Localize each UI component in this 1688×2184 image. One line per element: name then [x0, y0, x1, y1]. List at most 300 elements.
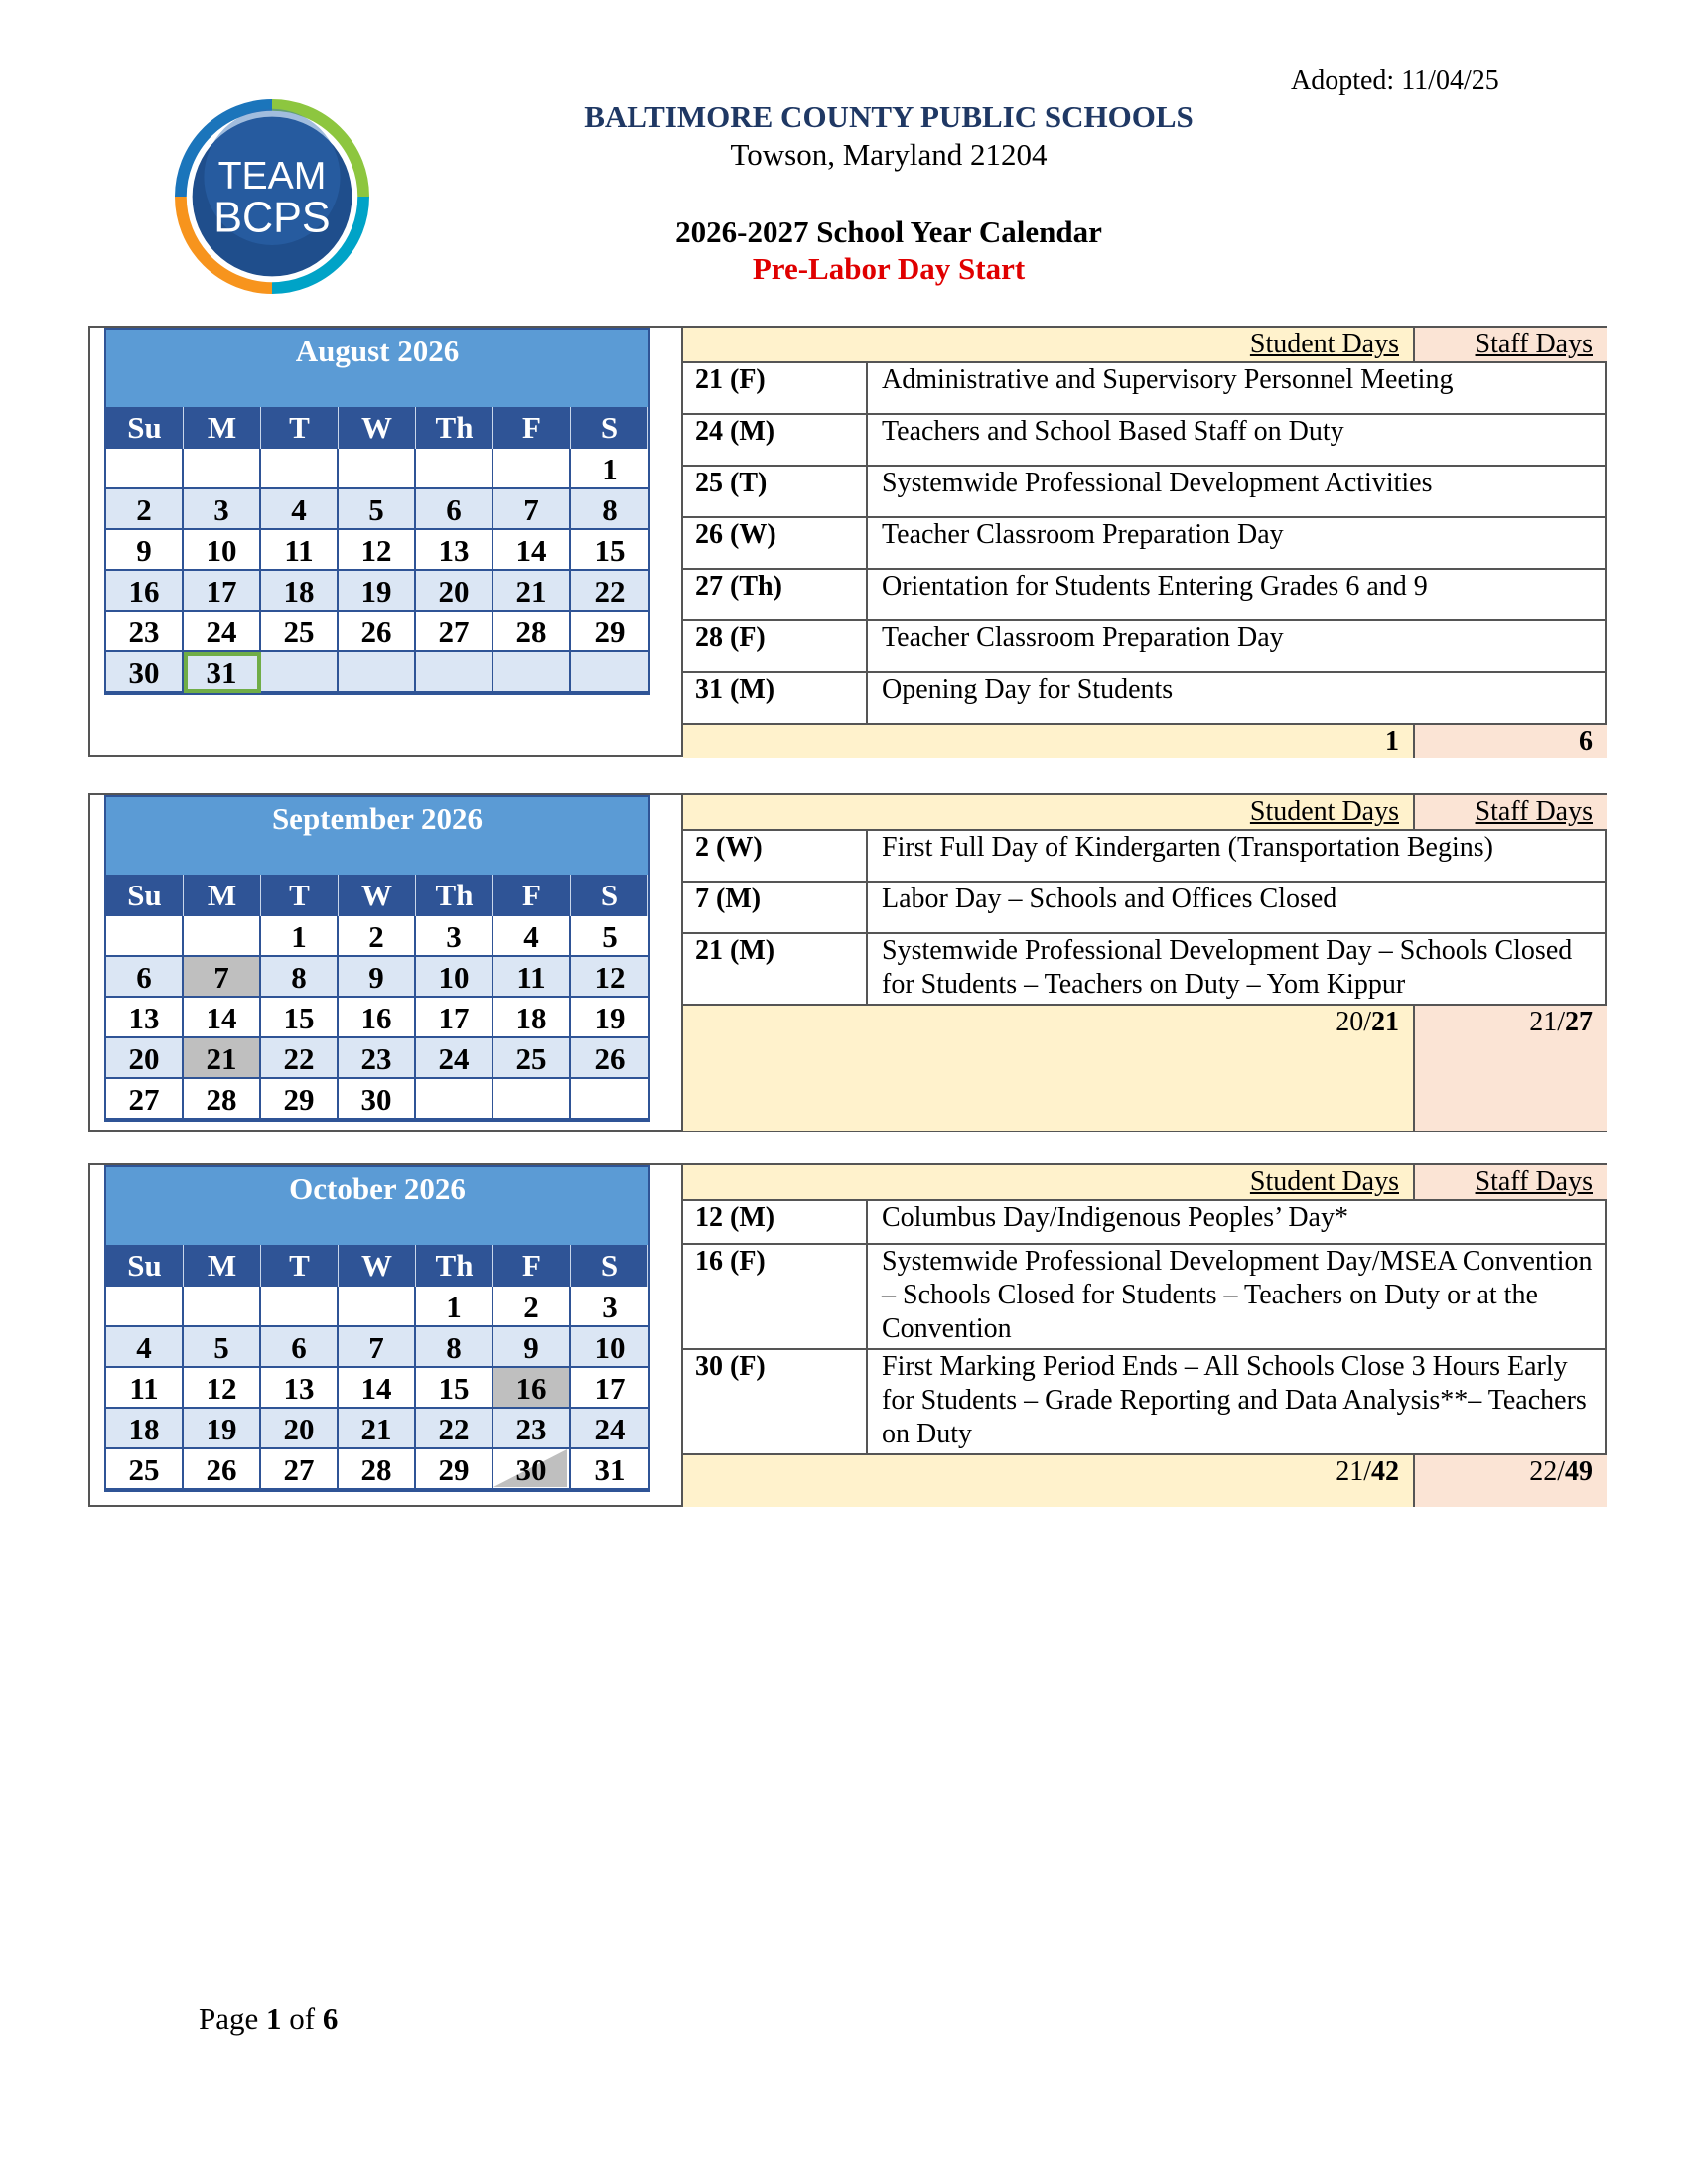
- weekday-header: F: [493, 1245, 571, 1287]
- day-number: 18: [283, 574, 315, 609]
- day-number: 26: [594, 1041, 626, 1076]
- calendar-day-empty: [416, 449, 493, 489]
- day-totals: [683, 1006, 1607, 1131]
- calendar-grid: [106, 1245, 648, 1490]
- day-number: 21: [206, 1041, 237, 1076]
- day-number: 12: [360, 533, 392, 568]
- month-calendar: [104, 328, 650, 695]
- logo-line1: TEAM: [217, 155, 327, 199]
- day-number: 13: [283, 1371, 315, 1406]
- event-description: Columbus Day/Indigenous Peoples’ Day*: [882, 1202, 1348, 1233]
- footer-total: 6: [322, 2001, 339, 2036]
- calendar-day: [571, 1287, 648, 1327]
- day-number: 10: [594, 1330, 626, 1365]
- calendar-day: [571, 1368, 648, 1409]
- day-number: 27: [438, 614, 470, 649]
- day-number: 22: [594, 574, 626, 609]
- weekday-header: S: [571, 1245, 648, 1287]
- month-block: [88, 326, 1607, 757]
- event-row: [683, 1245, 1607, 1350]
- day-number: 30: [128, 655, 160, 690]
- day-number: 30: [515, 1452, 547, 1487]
- day-number: 18: [128, 1412, 160, 1446]
- day-number: 8: [291, 960, 307, 995]
- day-number: 16: [360, 1001, 392, 1035]
- event-description: Teacher Classroom Preparation Day: [882, 519, 1284, 550]
- calendar-day: [571, 449, 648, 489]
- day-number: 12: [594, 960, 626, 995]
- calendar-day-empty: [261, 1287, 339, 1327]
- month-calendar: [104, 795, 650, 1122]
- day-totals: [683, 1455, 1607, 1507]
- calendar-day-empty: [339, 449, 416, 489]
- day-number: 19: [360, 574, 392, 609]
- day-number: 15: [594, 533, 626, 568]
- staff-days-cumulative: 49: [1565, 1456, 1593, 1487]
- event-date: 16 (F): [683, 1245, 868, 1348]
- event-description: Administrative and Supervisory Personnel Meeting: [882, 364, 1454, 395]
- calendar-day: [493, 571, 571, 612]
- calendar-day-empty: [184, 449, 261, 489]
- day-number: 25: [515, 1041, 547, 1076]
- adopted-date: Adopted: 11/04/25: [1291, 66, 1499, 96]
- calendar-day: [261, 957, 339, 998]
- event-row: [683, 467, 1607, 518]
- day-number: 22: [283, 1041, 315, 1076]
- calendar-day: [339, 1038, 416, 1079]
- day-number: 16: [515, 1371, 547, 1406]
- calendar-grid: [106, 875, 648, 1120]
- weekday-header: T: [261, 407, 339, 449]
- calendar-day: [416, 1327, 493, 1368]
- day-number: 13: [438, 533, 470, 568]
- weekday-header: Su: [106, 1245, 184, 1287]
- calendar-day: [493, 1327, 571, 1368]
- day-number: 5: [213, 1330, 229, 1365]
- day-number: 6: [291, 1330, 307, 1365]
- day-number: 8: [602, 492, 618, 527]
- day-number: 29: [438, 1452, 470, 1487]
- event-date: 7 (M): [683, 883, 868, 932]
- student-days-total: [683, 725, 1415, 758]
- weekday-header: T: [261, 875, 339, 916]
- student-days-cumulative: 21: [1371, 1007, 1399, 1037]
- calendar-day: [571, 916, 648, 957]
- calendar-day: [416, 1449, 493, 1490]
- weekday-header: W: [339, 407, 416, 449]
- calendar-day-empty: [184, 916, 261, 957]
- month-title: October 2026: [106, 1167, 648, 1245]
- calendar-day: [416, 1409, 493, 1449]
- calendar-day: [184, 612, 261, 652]
- calendar-day: [261, 1368, 339, 1409]
- school-city: Towson, Maryland 21204: [730, 137, 1048, 172]
- calendar-day: [184, 1327, 261, 1368]
- day-number: 23: [515, 1412, 547, 1446]
- day-number: 27: [283, 1452, 315, 1487]
- event-description: First Full Day of Kindergarten (Transportation Begins): [882, 832, 1493, 863]
- day-number: 4: [136, 1330, 152, 1365]
- weekday-header: M: [184, 407, 261, 449]
- day-number: 12: [206, 1371, 237, 1406]
- day-number: 31: [594, 1452, 626, 1487]
- calendar-day-empty: [493, 1079, 571, 1120]
- day-number: 1: [291, 919, 307, 954]
- event-description: Teacher Classroom Preparation Day: [882, 622, 1284, 653]
- day-number: 3: [213, 492, 229, 527]
- calendar-day: [416, 489, 493, 530]
- day-number: 20: [283, 1412, 315, 1446]
- calendar-day: [493, 489, 571, 530]
- calendar-day: [493, 1287, 571, 1327]
- day-number: 27: [128, 1082, 160, 1117]
- day-number: 19: [594, 1001, 626, 1035]
- calendar-day: [184, 652, 261, 693]
- day-number: 26: [206, 1452, 237, 1487]
- day-number: 4: [291, 492, 307, 527]
- day-number: 24: [594, 1412, 626, 1446]
- calendar-day: [571, 957, 648, 998]
- weekday-header: W: [339, 875, 416, 916]
- calendar-day: [106, 1079, 184, 1120]
- day-number: 17: [438, 1001, 470, 1035]
- calendar-day: [261, 571, 339, 612]
- day-number: 20: [128, 1041, 160, 1076]
- calendar-day: [339, 998, 416, 1038]
- student-days-cumulative: 42: [1371, 1456, 1399, 1487]
- day-totals: [683, 725, 1607, 758]
- events-header: [683, 1165, 1607, 1201]
- page-footer: [199, 2001, 338, 2037]
- month-block: [88, 1163, 1607, 1507]
- student-days-total: [683, 1455, 1415, 1507]
- day-number: 8: [446, 1330, 462, 1365]
- weekday-header: M: [184, 1245, 261, 1287]
- day-number: 7: [213, 960, 229, 995]
- month-block: [88, 793, 1607, 1132]
- calendar-day: [261, 1038, 339, 1079]
- day-number: 15: [283, 1001, 315, 1035]
- day-number: 14: [515, 533, 547, 568]
- calendar-day-empty: [261, 652, 339, 693]
- logo-line2: BCPS: [213, 194, 331, 242]
- calendar-day: [106, 652, 184, 693]
- day-number: 6: [446, 492, 462, 527]
- day-number: 7: [368, 1330, 384, 1365]
- calendar-day: [106, 1409, 184, 1449]
- month-events: [681, 1165, 1607, 1505]
- calendar-day: [106, 998, 184, 1038]
- calendar-day-empty: [261, 449, 339, 489]
- event-row: [683, 363, 1607, 415]
- day-number: 24: [438, 1041, 470, 1076]
- calendar-day-empty: [106, 1287, 184, 1327]
- day-number: 9: [368, 960, 384, 995]
- calendar-day: [571, 1449, 648, 1490]
- day-number: 15: [438, 1371, 470, 1406]
- day-number: 4: [523, 919, 539, 954]
- event-description: Systemwide Professional Development Day/MSEA Convention – Schools Closed for Students – Teachers on Duty or at the Convention: [882, 1246, 1593, 1344]
- calendar-day: [339, 530, 416, 571]
- calendar-day: [184, 1038, 261, 1079]
- calendar-day-empty: [571, 652, 648, 693]
- calendar-day: [106, 1449, 184, 1490]
- staff-days-heading: Staff Days: [1415, 328, 1607, 361]
- calendar-day: [261, 916, 339, 957]
- day-number: 9: [523, 1330, 539, 1365]
- day-number: 3: [602, 1290, 618, 1324]
- calendar-day: [339, 1327, 416, 1368]
- day-number: 5: [368, 492, 384, 527]
- student-days-total: [683, 1006, 1415, 1131]
- day-number: 2: [136, 492, 152, 527]
- calendar-day-empty: [339, 652, 416, 693]
- student-days-month: 20/: [1336, 1007, 1371, 1037]
- footer-middle: of: [281, 2001, 323, 2036]
- event-description: Opening Day for Students: [882, 674, 1174, 705]
- day-number: 10: [206, 533, 237, 568]
- calendar-day: [571, 530, 648, 571]
- calendar-day: [106, 1368, 184, 1409]
- event-row: [683, 621, 1607, 673]
- calendar-day: [339, 1079, 416, 1120]
- calendar-day: [493, 1038, 571, 1079]
- calendar-day: [493, 957, 571, 998]
- calendar-day: [493, 612, 571, 652]
- event-date: 2 (W): [683, 831, 868, 881]
- calendar-day: [493, 998, 571, 1038]
- event-date: 26 (W): [683, 518, 868, 568]
- event-row: [683, 883, 1607, 934]
- weekday-header: Su: [106, 875, 184, 916]
- weekday-header: T: [261, 1245, 339, 1287]
- calendar-day: [416, 571, 493, 612]
- day-number: 23: [128, 614, 160, 649]
- day-number: 29: [283, 1082, 315, 1117]
- weekday-header: M: [184, 875, 261, 916]
- day-number: 11: [516, 960, 546, 995]
- day-number: 17: [594, 1371, 626, 1406]
- staff-days-heading: Staff Days: [1415, 1165, 1607, 1199]
- student-days-heading: Student Days: [683, 328, 1415, 361]
- calendar-day-empty: [184, 1287, 261, 1327]
- event-description: Systemwide Professional Development Day – Schools Closed for Students – Teachers on Duty – Yom Kippur: [882, 935, 1573, 1000]
- month-calendar: [104, 1165, 650, 1492]
- calendar-day: [184, 957, 261, 998]
- day-number: 13: [128, 1001, 160, 1035]
- student-days-heading: Student Days: [683, 1165, 1415, 1199]
- calendar-day: [106, 530, 184, 571]
- staff-days-total: [1415, 1006, 1607, 1131]
- calendar-day: [339, 1409, 416, 1449]
- calendar-day-empty: [339, 1287, 416, 1327]
- weekday-header: F: [493, 875, 571, 916]
- day-number: 1: [446, 1290, 462, 1324]
- day-number: 28: [515, 614, 547, 649]
- weekday-header: Th: [416, 875, 493, 916]
- calendar-day: [106, 1327, 184, 1368]
- calendar-day: [106, 612, 184, 652]
- day-number: 25: [283, 614, 315, 649]
- calendar-grid: [106, 407, 648, 693]
- staff-days-month: 21/: [1529, 1007, 1565, 1037]
- day-number: 3: [446, 919, 462, 954]
- calendar-subtitle: Pre-Labor Day Start: [752, 251, 1026, 286]
- footer-page: 1: [266, 2001, 282, 2036]
- weekday-header: S: [571, 407, 648, 449]
- day-number: 17: [206, 574, 237, 609]
- staff-days-heading: Staff Days: [1415, 795, 1607, 829]
- calendar-day-empty: [493, 449, 571, 489]
- calendar-day: [339, 489, 416, 530]
- events-header: [683, 795, 1607, 831]
- calendar-day: [261, 612, 339, 652]
- day-number: 21: [515, 574, 547, 609]
- calendar-day: [106, 571, 184, 612]
- weekday-header: S: [571, 875, 648, 916]
- calendar-day: [571, 1327, 648, 1368]
- event-date: 21 (M): [683, 934, 868, 1004]
- event-row: [683, 1350, 1607, 1455]
- team-bcps-logo: [175, 99, 369, 294]
- calendar-day: [416, 1368, 493, 1409]
- calendar-day: [261, 1409, 339, 1449]
- calendar-day: [184, 1409, 261, 1449]
- student-days-month: 21/: [1336, 1456, 1371, 1487]
- calendar-day: [184, 1449, 261, 1490]
- weekday-header: Th: [416, 1245, 493, 1287]
- weekday-header: W: [339, 1245, 416, 1287]
- event-date: 24 (M): [683, 415, 868, 465]
- calendar-day: [261, 1449, 339, 1490]
- calendar-day: [416, 916, 493, 957]
- event-date: 12 (M): [683, 1201, 868, 1243]
- day-number: 28: [206, 1082, 237, 1117]
- staff-days-total: [1415, 725, 1607, 758]
- calendar-day: [106, 1038, 184, 1079]
- calendar-day: [493, 1368, 571, 1409]
- day-number: 9: [136, 533, 152, 568]
- month-title: August 2026: [106, 330, 648, 407]
- day-number: 31: [206, 655, 237, 690]
- event-date: 31 (M): [683, 673, 868, 723]
- event-row: [683, 415, 1607, 467]
- staff-days-month: 22/: [1529, 1456, 1565, 1487]
- event-description: Teachers and School Based Staff on Duty: [882, 416, 1344, 447]
- weekday-header: Su: [106, 407, 184, 449]
- calendar-day: [184, 530, 261, 571]
- month-events: [681, 328, 1607, 755]
- event-date: 27 (Th): [683, 570, 868, 619]
- calendar-day: [493, 1409, 571, 1449]
- day-number: 24: [206, 614, 237, 649]
- calendar-day: [416, 1287, 493, 1327]
- footer-prefix: Page: [199, 2001, 267, 2036]
- student-days-heading: Student Days: [683, 795, 1415, 829]
- calendar-day: [493, 530, 571, 571]
- school-name: BALTIMORE COUNTY PUBLIC SCHOOLS: [584, 99, 1194, 134]
- calendar-day-empty: [416, 652, 493, 693]
- calendar-day: [493, 1449, 571, 1490]
- calendar-day-empty: [106, 449, 184, 489]
- calendar-title: 2026-2027 School Year Calendar: [675, 214, 1102, 249]
- day-number: 2: [368, 919, 384, 954]
- event-description: First Marking Period Ends – All Schools Close 3 Hours Early for Students – Grade Reporting and Data Analysis**– Teachers on Duty: [882, 1351, 1587, 1449]
- day-number: 11: [129, 1371, 159, 1406]
- event-row: [683, 934, 1607, 1006]
- calendar-day: [571, 998, 648, 1038]
- student-days-month: 1: [1385, 726, 1399, 756]
- month-title: September 2026: [106, 797, 648, 875]
- calendar-day: [339, 571, 416, 612]
- event-description: Labor Day – Schools and Offices Closed: [882, 884, 1337, 914]
- day-number: 14: [206, 1001, 237, 1035]
- calendar-day: [493, 916, 571, 957]
- calendar-day: [571, 571, 648, 612]
- calendar-day: [571, 1038, 648, 1079]
- calendar-day: [261, 1327, 339, 1368]
- weekday-header: F: [493, 407, 571, 449]
- calendar-day: [416, 612, 493, 652]
- day-number: 2: [523, 1290, 539, 1324]
- event-date: 25 (T): [683, 467, 868, 516]
- calendar-day: [261, 998, 339, 1038]
- day-number: 25: [128, 1452, 160, 1487]
- calendar-day: [184, 1079, 261, 1120]
- calendar-day: [416, 998, 493, 1038]
- calendar-day: [571, 489, 648, 530]
- day-number: 21: [360, 1412, 392, 1446]
- calendar-day-empty: [106, 916, 184, 957]
- event-description: Systemwide Professional Development Activities: [882, 468, 1433, 498]
- day-number: 6: [136, 960, 152, 995]
- calendar-day: [184, 1368, 261, 1409]
- day-number: 16: [128, 574, 160, 609]
- calendar-day: [106, 957, 184, 998]
- day-number: 11: [284, 533, 314, 568]
- calendar-day: [339, 1368, 416, 1409]
- event-row: [683, 831, 1607, 883]
- event-row: [683, 673, 1607, 725]
- calendar-day: [184, 489, 261, 530]
- calendar-day-empty: [416, 1079, 493, 1120]
- day-number: 5: [602, 919, 618, 954]
- weekday-header: Th: [416, 407, 493, 449]
- calendar-day: [261, 1079, 339, 1120]
- calendar-day: [339, 612, 416, 652]
- event-date: 21 (F): [683, 363, 868, 413]
- calendar-day: [339, 1449, 416, 1490]
- events-header: [683, 328, 1607, 363]
- day-number: 23: [360, 1041, 392, 1076]
- calendar-day: [416, 530, 493, 571]
- event-description: Orientation for Students Entering Grades 6 and 9: [882, 571, 1428, 602]
- calendar-day: [261, 489, 339, 530]
- event-row: [683, 518, 1607, 570]
- staff-days-month: 6: [1579, 726, 1593, 756]
- event-date: 28 (F): [683, 621, 868, 671]
- day-number: 19: [206, 1412, 237, 1446]
- month-events: [681, 795, 1607, 1130]
- day-number: 7: [523, 492, 539, 527]
- calendar-day: [184, 571, 261, 612]
- calendar-day-empty: [571, 1079, 648, 1120]
- calendar-day: [416, 957, 493, 998]
- calendar-day: [106, 489, 184, 530]
- event-date: 30 (F): [683, 1350, 868, 1453]
- calendar-day: [261, 530, 339, 571]
- day-number: 1: [602, 452, 618, 486]
